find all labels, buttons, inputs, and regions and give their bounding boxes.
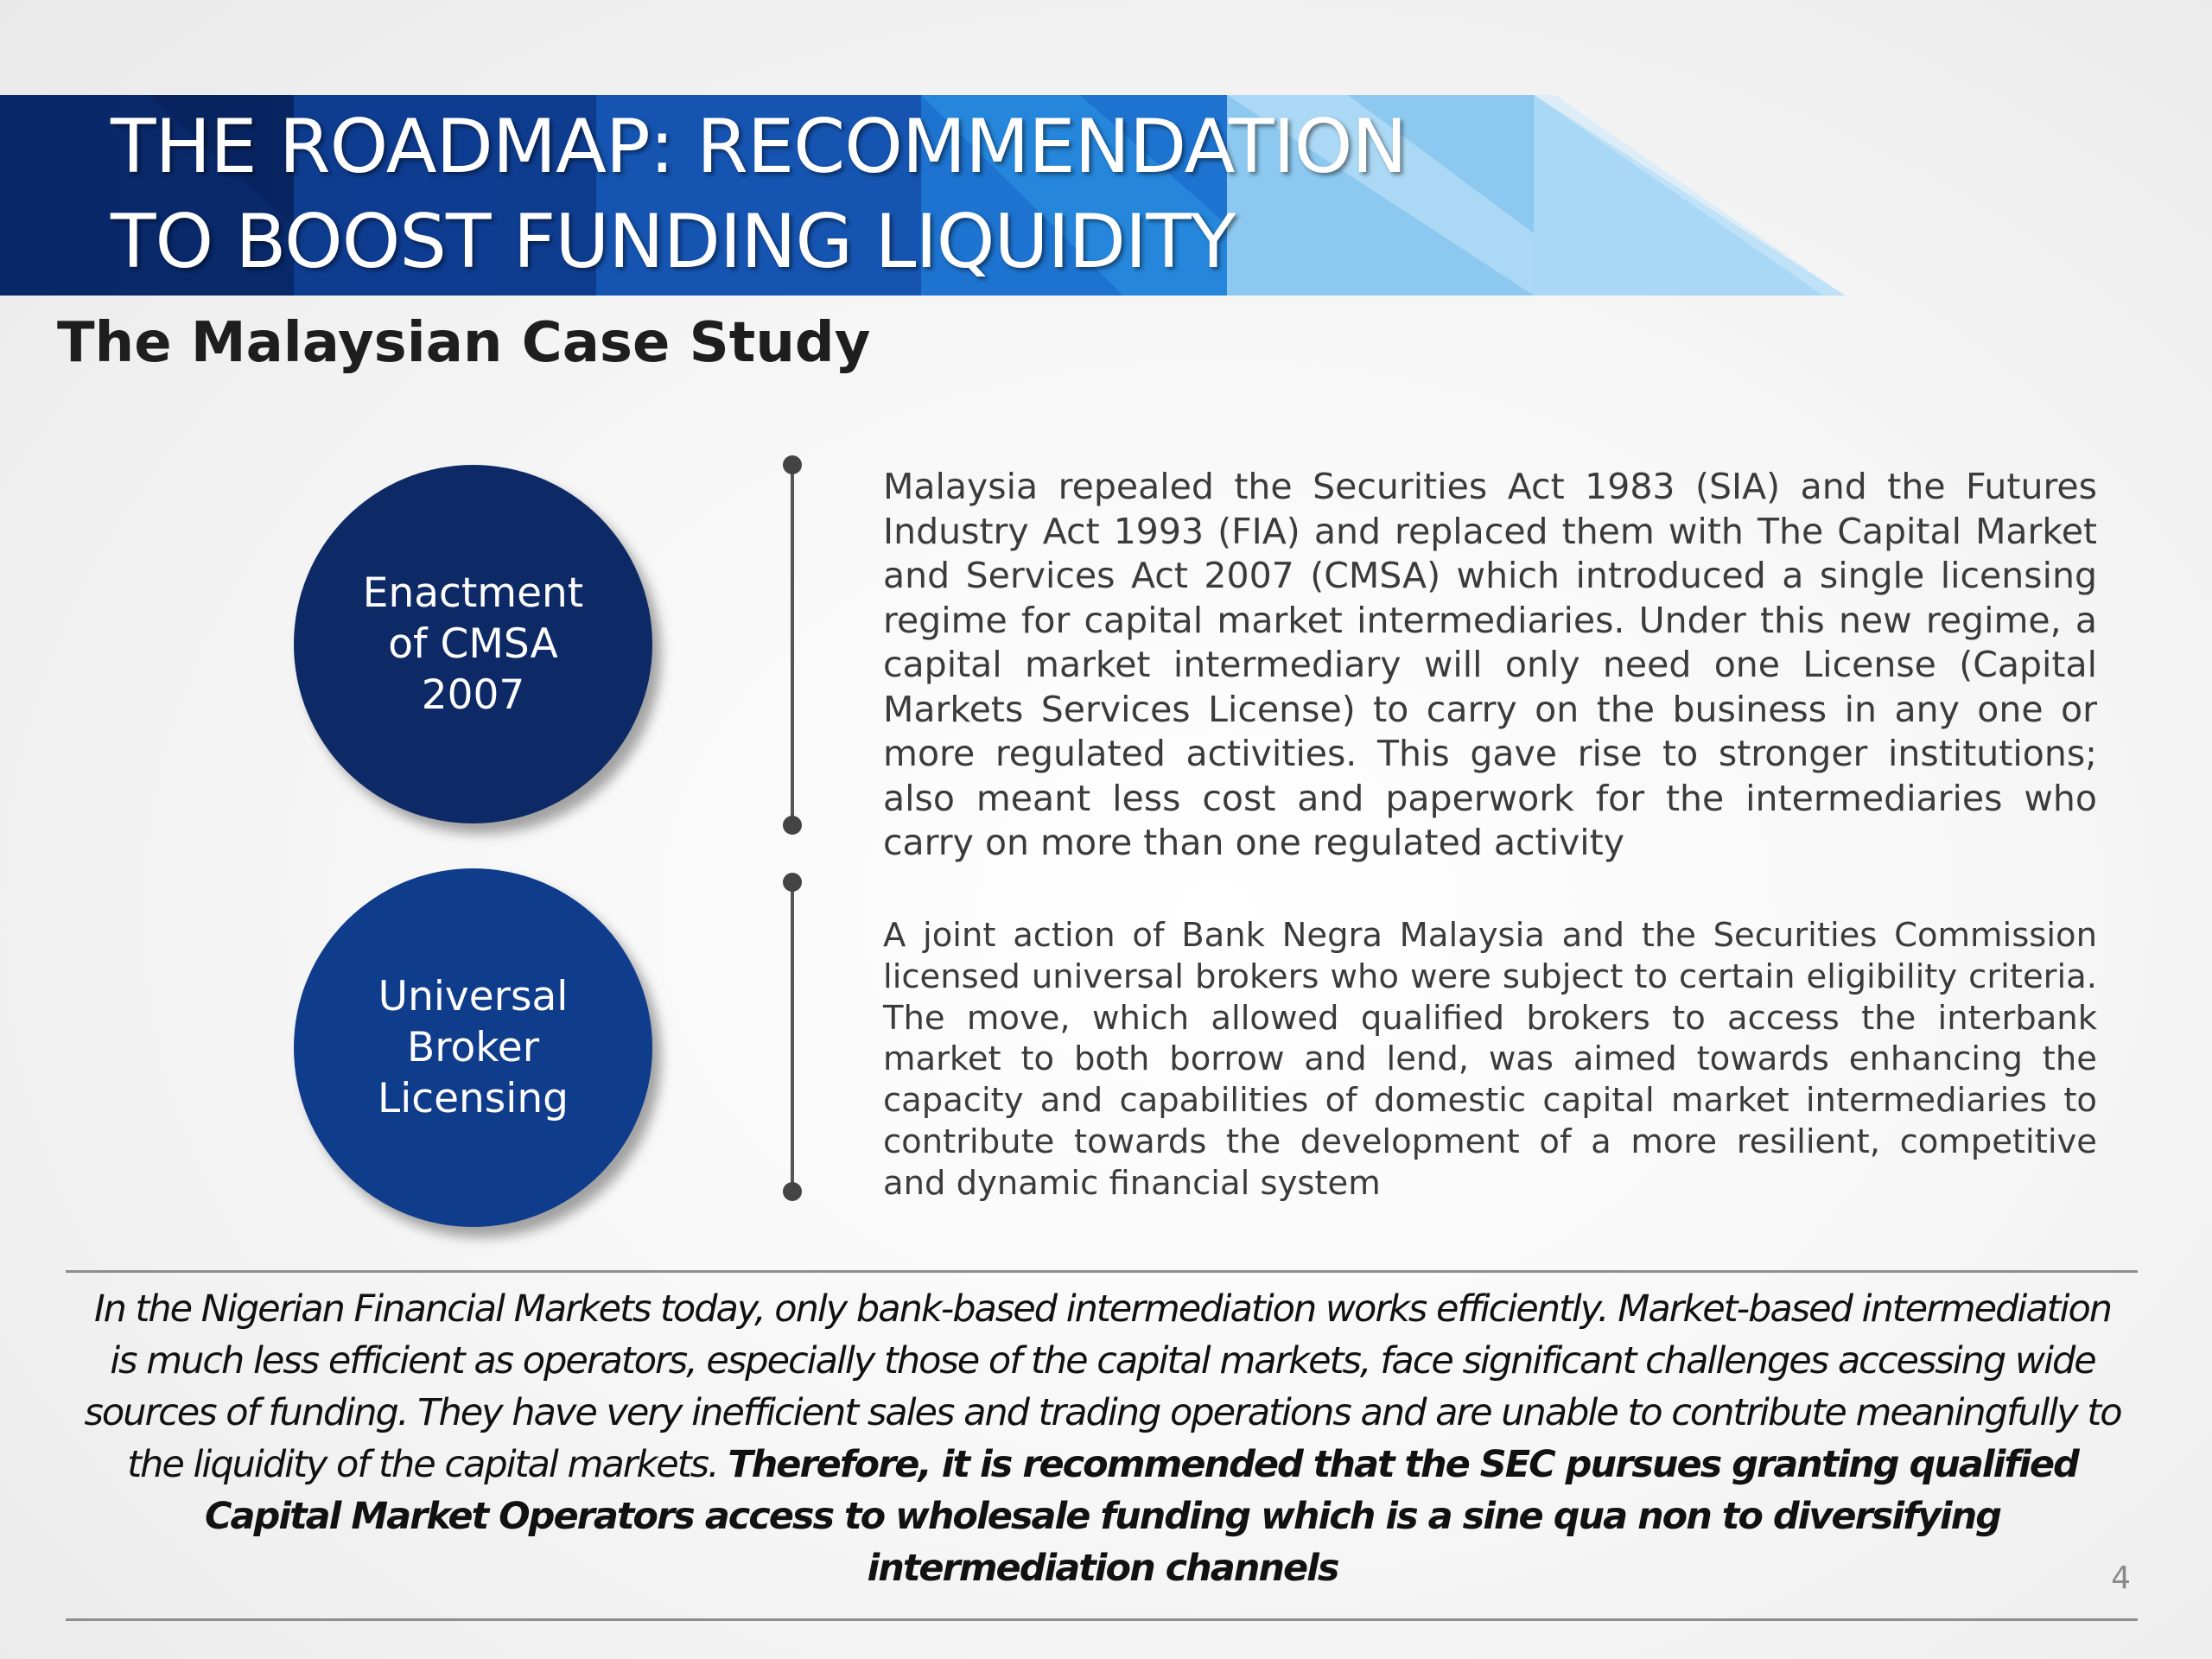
circle-label-line: Enactment (362, 569, 584, 617)
note-bold-text: Therefore, it is recommended that the SEC pursues granting qualified Capital Market Operators access to wholesale funding which is a sine qua non to diversifying intermediation channels (204, 1443, 2078, 1590)
circle-label-line: 2007 (421, 671, 525, 719)
circle-universal-broker (294, 868, 652, 1227)
circle-label-line: Broker (406, 1024, 540, 1071)
connector-dot (783, 455, 802, 474)
circle-enactment-cmsa (294, 465, 652, 823)
circle-label-line: of CMSA (388, 620, 558, 668)
timeline-connector (783, 465, 802, 825)
slide-title (111, 99, 1580, 289)
slide-title-line-2: TO BOOST FUNDING LIQUIDITY (111, 199, 1236, 285)
description-universal-broker: A joint action of Bank Negra Malaysia and the Securities Commission licensed universal brokers who were subject to certain eligibility criteria. The move, which allowed qualified brokers to access the interbank market to both borrow and lend, was aimed towards enhancing the capacity and capabilities of domestic capital market intermediaries to contribute towards the development of a more resilient, competitive and dynamic financial system (883, 916, 2097, 1203)
divider (66, 1618, 2138, 1621)
divider (66, 1270, 2138, 1273)
connector-dot (783, 1182, 802, 1201)
circle-label-line: Licensing (378, 1075, 569, 1122)
circle-label-line: Universal (378, 973, 569, 1020)
note-regular-text: In the Nigerian Financial Markets today, only bank-based intermediation works efficiently. Market-based intermediation is much less efficient as operators, especially those of the capital markets, face significant challenges accessing wide sources of funding. They have very inefficient sales and trading operations and are unable to contribute meaningfully to the liquidity of the capital markets. (84, 1287, 2121, 1486)
recommendation-note (83, 1283, 2122, 1594)
slide-title-line-1: THE ROADMAP: RECOMMENDATION (111, 104, 1407, 190)
circle-label (344, 568, 603, 721)
connector-dot (783, 816, 802, 835)
slide-subtitle: The Malaysian Case Study (57, 311, 871, 375)
circle-label (344, 971, 603, 1124)
connector-line (791, 465, 794, 825)
timeline-connector (783, 882, 802, 1192)
description-cmsa: Malaysia repealed the Securities Act 1983 (SIA) and the Futures Industry Act 1993 (FIA) and replaced them with The Capital Market and Services Act 2007 (CMSA) which introduced a single licensing regime for capital market intermediaries. Under this new regime, a capital market intermediary will only need one License (Capital Markets Services License) to carry on the business in any one or more regulated activities. This gave rise to stronger institutions; also meant less cost and paperwork for the intermediaries who carry on more than one regulated activity (883, 466, 2097, 863)
connector-line (791, 882, 794, 1192)
connector-dot (783, 873, 802, 892)
page-number: 4 (2111, 1560, 2131, 1596)
